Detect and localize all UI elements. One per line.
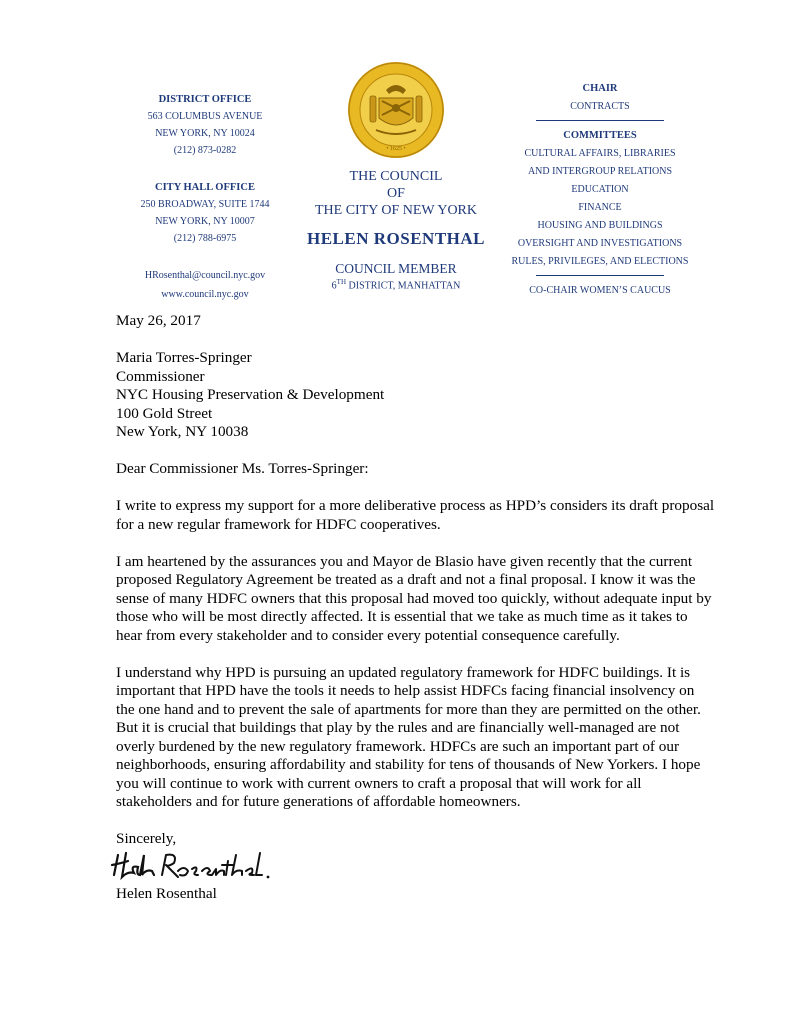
salutation: Dear Commissioner Ms. Torres-Springer: bbox=[116, 460, 369, 477]
website-link[interactable]: www.council.nyc.gov bbox=[161, 289, 249, 300]
paragraph: I am heartened by the assurances you and Mayor de Blasio have given recently that the current proposed Regulatory Agreement be treated as a draft and not a final proposal. I know it was the sense of many HDFC owners that this proposal had moved too quickly, without adequate input by those who will be most directly affected. It is essential that we take as much time as it takes to hear from every stakeholder and to consider every potential consequence carefully. bbox=[116, 552, 712, 644]
paragraph: I understand why HPD is pursuing an updated regulatory framework for HDFC buildings. It is important that HPD have the tools it needs to help assist HDFCs facing financial insolvency on the one hand and to prevent the sale of apartments for more than they are permitted on the other. But it is crucial that buildings that play by the rules and are financially well-managed are not overly burdened by the new regulatory framework. HDFCs are such an important part of our neighborhoods, ensuring affordability and stability for tens of thousands of New Yorkers. I hope you will continue to work with current owners to craft a proposal that will work for all stakeholders and for future generations of affordable homeowners. bbox=[116, 663, 701, 810]
divider bbox=[536, 275, 664, 276]
committee-item: EDUCATION bbox=[571, 184, 629, 195]
handwritten-signature-icon bbox=[108, 845, 288, 887]
committee-item: FINANCE bbox=[578, 202, 622, 213]
member-name: HELEN ROSENTHAL bbox=[306, 229, 485, 248]
committee-item: RULES, PRIVILEGES, AND ELECTIONS bbox=[511, 256, 689, 267]
committee-item: HOUSING AND BUILDINGS bbox=[537, 220, 663, 231]
recipient-title: Commissioner bbox=[116, 367, 205, 385]
district-office-phone: (212) 873-0282 bbox=[173, 145, 237, 156]
chair-item: CONTRACTS bbox=[570, 101, 630, 112]
letter-body bbox=[116, 312, 716, 903]
district-office-line2: NEW YORK, NY 10024 bbox=[155, 128, 255, 139]
svg-text:• 1625 •: • 1625 • bbox=[386, 146, 406, 152]
closing: Sincerely, bbox=[116, 830, 177, 847]
council-line1: THE COUNCIL bbox=[349, 169, 443, 184]
committee-item: OVERSIGHT AND INVESTIGATIONS bbox=[517, 238, 683, 249]
divider bbox=[536, 120, 664, 121]
council-line2: OF bbox=[387, 186, 405, 201]
city-hall-line2: NEW YORK, NY 10007 bbox=[155, 216, 255, 227]
letter-date: May 26, 2017 bbox=[116, 312, 201, 329]
committees-title: COMMITTEES bbox=[563, 130, 637, 141]
nyc-seal-icon bbox=[346, 60, 446, 160]
recipient-street: 100 Gold Street bbox=[116, 404, 213, 422]
committee-item: AND INTERGROUP RELATIONS bbox=[527, 166, 673, 177]
paragraph: I write to express my support for a more deliberative process as HPD’s considers its draft proposal for a new regular framework for HDFC cooperatives. bbox=[116, 497, 715, 533]
email-link[interactable]: HRosenthal@council.nyc.gov bbox=[144, 270, 266, 281]
member-title: COUNCIL MEMBER bbox=[335, 261, 457, 276]
council-line3: THE CITY OF NEW YORK bbox=[314, 203, 478, 218]
letterhead-center bbox=[290, 60, 502, 292]
recipient-city: New York, NY 10038 bbox=[116, 423, 249, 440]
signer-name: Helen Rosenthal bbox=[116, 884, 217, 902]
recipient-name: Maria Torres-Springer bbox=[116, 349, 252, 366]
recipient-agency: NYC Housing Preservation & Development bbox=[116, 386, 385, 403]
district-office-title: DISTRICT OFFICE bbox=[158, 94, 252, 105]
chair-title: CHAIR bbox=[582, 83, 618, 94]
letterhead-left bbox=[110, 91, 300, 303]
caucus: CO-CHAIR WOMEN’S CAUCUS bbox=[529, 285, 671, 296]
city-hall-office-title: CITY HALL OFFICE bbox=[155, 182, 255, 193]
city-hall-phone: (212) 788-6975 bbox=[173, 233, 237, 244]
district-line: 6TH DISTRICT, MANHATTAN bbox=[331, 278, 461, 292]
recipient-address bbox=[116, 349, 716, 442]
city-hall-line1: 250 BROADWAY, SUITE 1744 bbox=[140, 199, 270, 210]
district-office-line1: 563 COLUMBUS AVENUE bbox=[147, 111, 263, 122]
committee-item: CULTURAL AFFAIRS, LIBRARIES bbox=[524, 148, 676, 159]
letterhead-right bbox=[505, 80, 695, 300]
